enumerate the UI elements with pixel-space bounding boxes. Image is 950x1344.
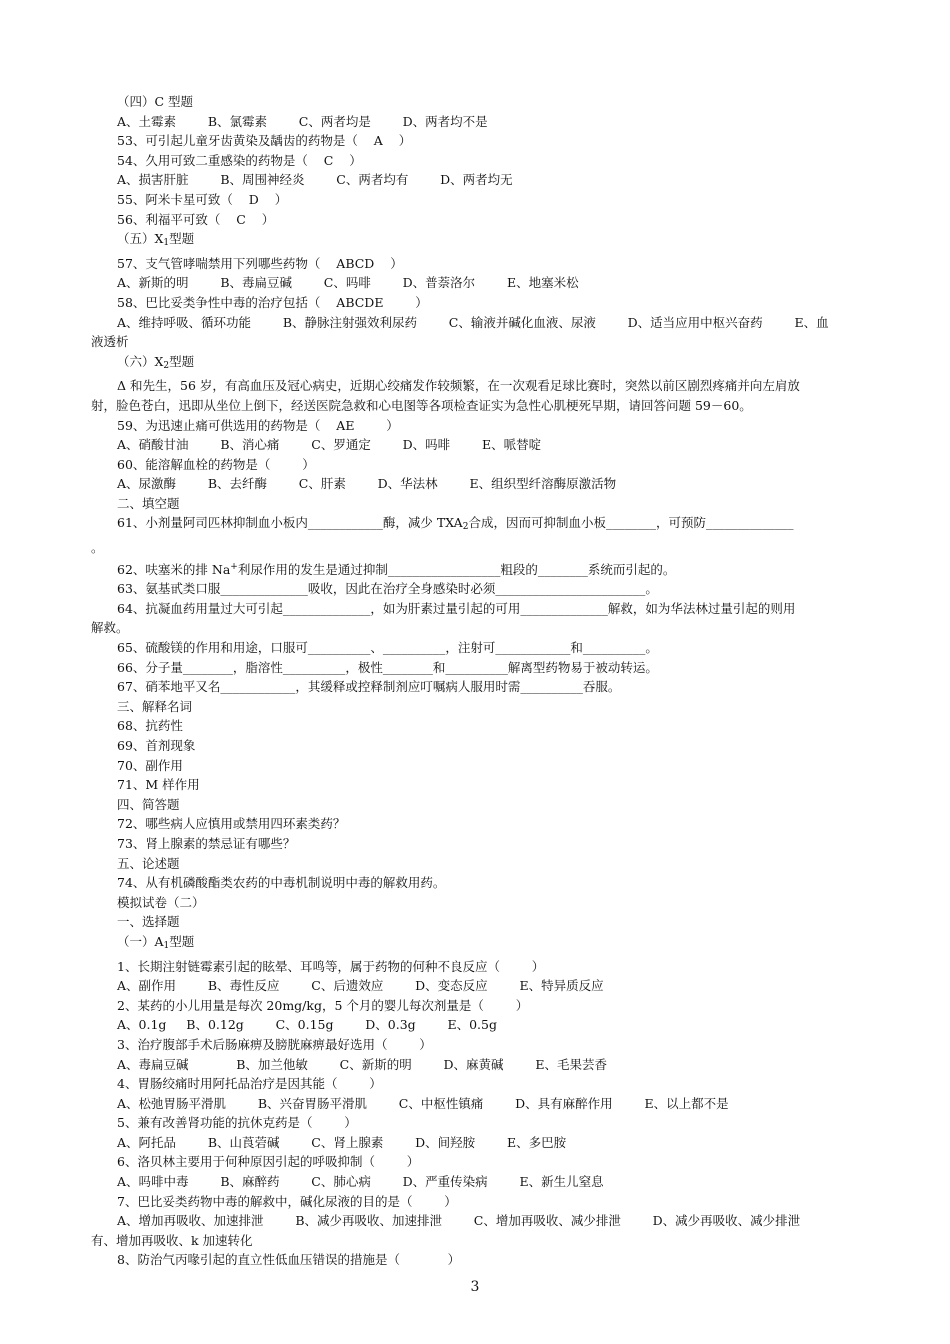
question-58: 58、巴比妥类争性中毒的治疗包括（ ABCDE ） [117,294,428,310]
section-heading-x1-type: （五）$X_1$型题 [117,231,195,249]
page-number: 3 [470,1279,480,1295]
question-60: 60、能溶解血栓的药物是（ ） [117,456,315,472]
section-heading-fill-in: 二、填空题 [117,495,180,511]
options-line: A、松弛胃肠平滑肌 B、兴奋胃肠平滑肌 C、中枢性镇痛 D、具有麻醉作用 E、以上都不是 [117,1095,729,1111]
question-57: 57、支气管哮喘禁用下列哪些药物（ ABCD ） [117,255,403,271]
question-59: 59、为迅速止痛可供选用的药物是（ AE ） [117,417,399,433]
question-53: 53、可引起儿童牙齿黄染及龋齿的药物是（ A ） [117,133,412,149]
section-heading-x2-type: （六）$X_2$型题 [117,353,195,371]
question-69: 69、首剂现象 [117,738,196,753]
question-3: 3、治疗腹部手术后肠麻痹及膀胱麻痹最好选用（ ） [117,1036,432,1052]
options-line: A、阿托品 B、山莨菪碱 C、肾上腺素 D、间羟胺 E、多巴胺 [117,1134,567,1150]
question-72: 72、哪些病人应慎用或禁用四环素类药？ [117,816,346,832]
question-67: 67、硝苯地平又名____________，其缓释或控释制剂应叮嘱病人服用时需__________吞服。 [117,679,621,695]
question-8: 8、防治气丙喙引起的直立性低血压错误的措施是（ ） [117,1252,461,1268]
question-73: 73、肾上腺素的禁忌证有哪些？ [117,835,296,851]
question-5: 5、兼有改善肾功能的抗休克药是（ ） [117,1115,357,1131]
section-heading-terms: 三、解释名词 [117,698,193,714]
section-heading-a1-type: （一）$A_1$型题 [117,933,195,951]
options-line: A、副作用 B、毒性反应 C、后遗效应 D、变态反应 E、特异质反应 [117,978,604,994]
question-65: 65、硫酸镁的作用和用途，口服可__________、__________，注射可____________和__________。 [117,640,658,656]
question-74: 74、从有机磷酸酯类农药的中毒机制说明中毒的解救用药。 [117,875,446,891]
options-line: A、增加再吸收、加速排泄 B、减少再吸收、加速排泄 C、增加再吸收、减少排泄 D、减少再吸收、减少排泄 [117,1213,801,1229]
question-55: 55、阿米卡星可致（ D ） [117,191,288,207]
question-56: 56、利福平可致（ C ） [117,211,275,227]
question-54: 54、久用可致二重感染的药物是（ C ） [117,152,362,168]
section-heading-essay: 五、论述题 [117,855,180,871]
section-heading-short-answer: 四、简答题 [117,796,180,812]
case-paragraph-continued: 射，脸色苍白，迅即从坐位上倒下，经送医院急救和心电图等各项检查证实为急性心肌梗死早期，请回答问题 59－60。 [91,397,752,413]
options-line: A、0.1g B、0.12g C、0.15g D、0.3g E、0.5g [117,1017,497,1033]
options-line: A、硝酸甘油 B、消心痛 C、罗通定 D、吗啡 E、哌替啶 [117,437,542,453]
options-line-continued: 液透析 [91,334,129,350]
options-line-continued: 有、增加再吸收、k 加速转化 [91,1232,253,1248]
question-64: 64、抗凝血药用量过大可引起______________，如为肝素过量引起的可用______________解救，如为华法林过量引起的则用 [117,600,796,616]
question-61: 61、小剂量阿司匹林抑制血小板内____________酶，减少 $TXA_2$合成，因而可抑制血小板________，可预防______________ [117,515,794,533]
options-line: A、吗啡中毒 B、麻醉药 C、肺心病 D、严重传染病 E、新生儿窒息 [117,1174,604,1190]
options-line: A、尿激酶 B、去纤酶 C、肝素 D、华法林 E、组织型纤溶酶原激活物 [117,476,617,492]
section-heading-c-type: （四）C 型题 [117,94,194,109]
question-66: 66、分子量________，脂溶性__________，极性________和__________解离型药物易于被动转运。 [117,659,658,675]
question-70: 70、副作用 [117,757,183,773]
options-line: A、土霉素 B、氯霉素 C、两者均是 D、两者均不是 [117,113,488,129]
question-2: 2、某药的小儿用量是每次 20mg/kg，5 个月的婴儿每次剂量是（ ） [117,997,529,1013]
case-paragraph: Δ 和先生，56 岁，有高血压及冠心病史，近期心绞痛发作较频繁，在一次观看足球比赛时，突然以前区剧烈疼痛并向左肩放 [117,378,800,394]
question-6: 6、洛贝林主要用于何种原因引起的呼吸抑制（ ） [117,1154,420,1170]
question-62: 62、呋塞米的排 Na+利尿作用的发生是通过抑制__________________粗段的________系统而引起的。 [117,561,676,577]
options-line: A、新斯的明 B、毒扁豆碱 C、吗啡 D、普萘洛尔 E、地塞米松 [117,275,579,291]
question-63: 63、氨基甙类口服______________吸收，因此在治疗全身感染时必须________________________。 [117,581,658,597]
options-line: A、毒扁豆碱 B、加兰他敏 C、新斯的明 D、麻黄碱 E、毛果芸香 [117,1056,607,1072]
question-4: 4、胃肠绞痛时用阿托品治疗是因其能（ ） [117,1076,382,1092]
question-1: 1、长期注射链霉素引起的眩晕、耳鸣等，属于药物的何种不良反应（ ） [117,958,545,974]
options-line: A、损害肝脏 B、周围神经炎 C、两者均有 D、两者均无 [117,172,513,188]
question-61-continued: 。 [91,540,104,556]
options-line: A、维持呼吸、循环功能 B、静脉注射强效利尿药 C、输液并碱化血液、尿液 D、适当应用中枢兴奋药 E、血 [117,314,829,330]
question-7: 7、巴比妥类药物中毒的解救中，碱化尿液的目的是（ ） [117,1193,457,1209]
question-71: 71、M 样作用 [117,777,200,793]
question-68: 68、抗药性 [117,718,183,734]
page-body [91,92,858,1270]
section-heading-choice: 一、选择题 [117,914,180,930]
exam-title: 模拟试卷（二） [117,894,205,910]
question-64-continued: 解救。 [91,620,129,636]
